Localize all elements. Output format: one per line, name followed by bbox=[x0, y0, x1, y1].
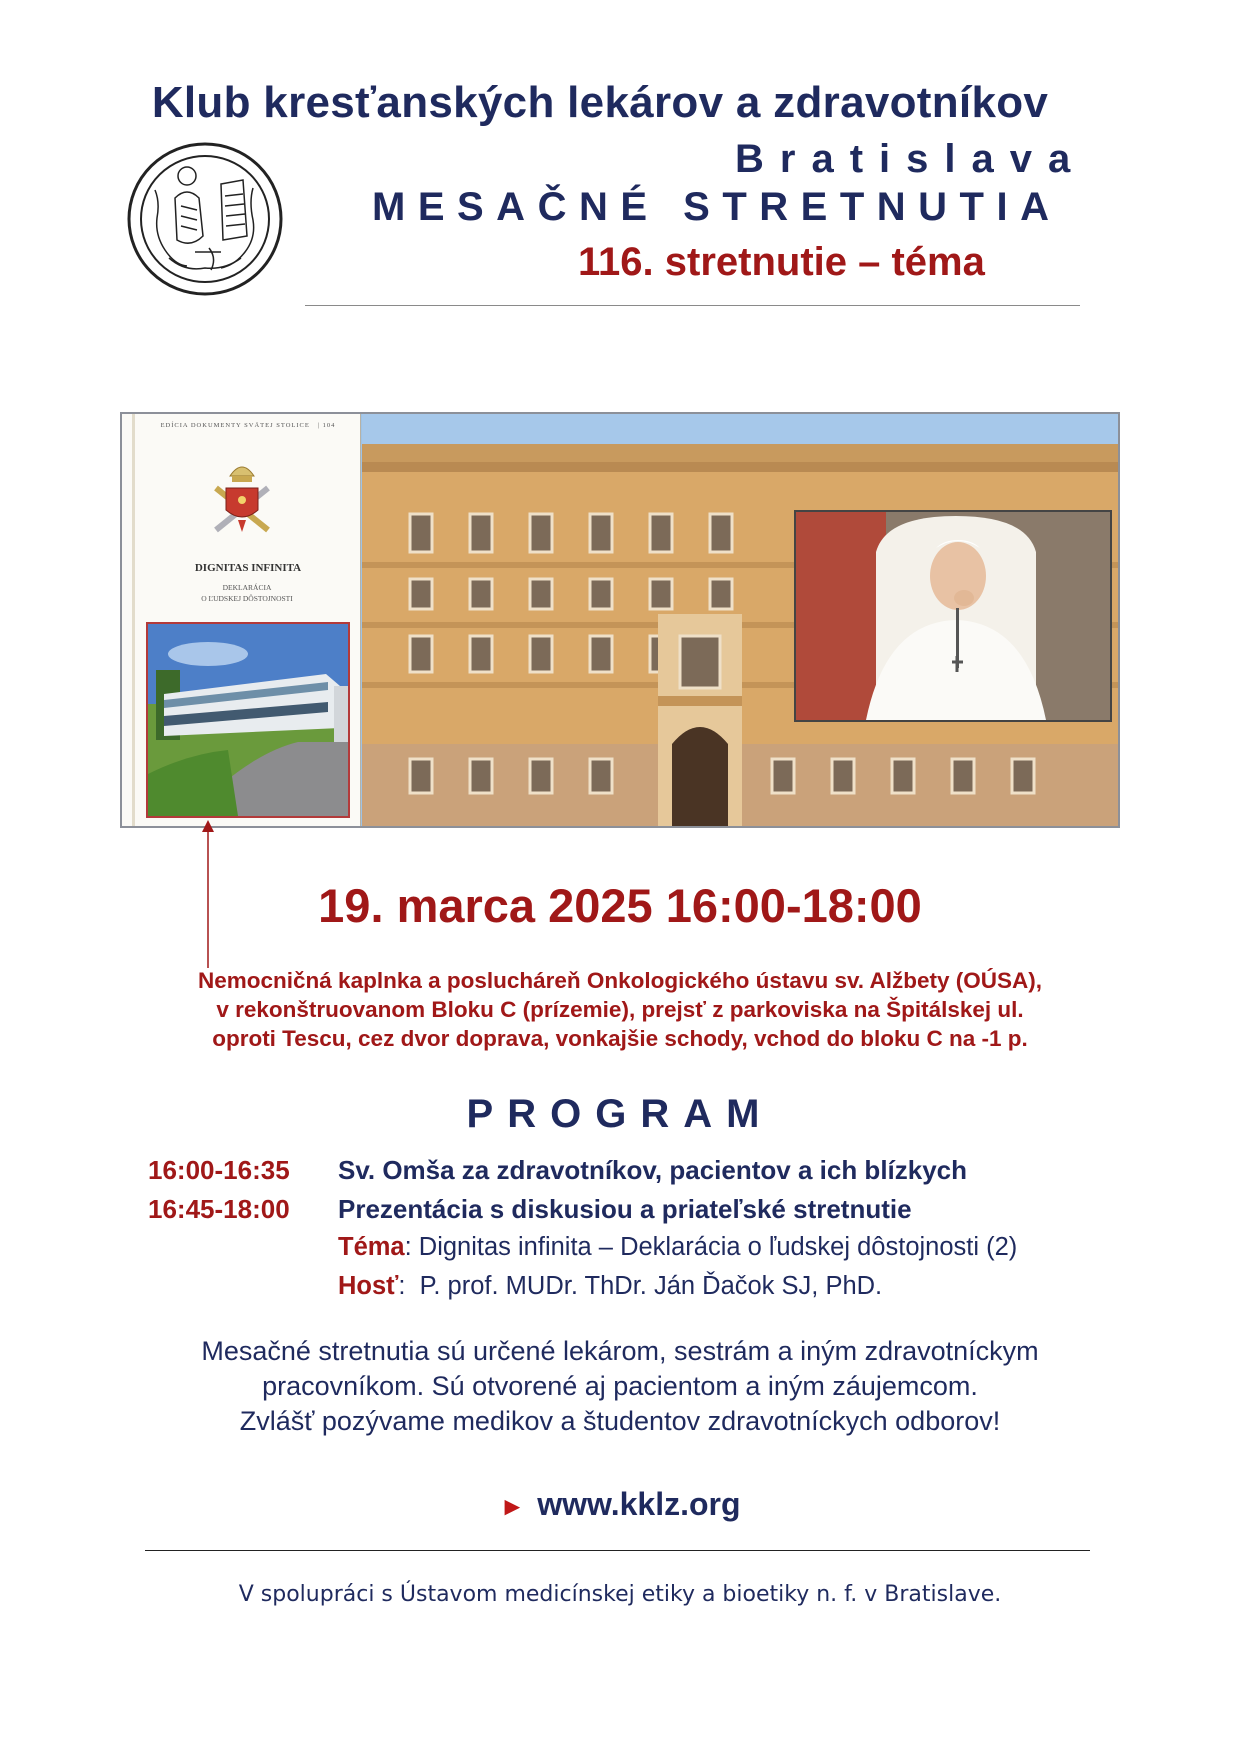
location-line-3: oproti Tescu, cez dvor doprava, vonkajšie schody, vchod do bloku C na -1 p. bbox=[212, 1026, 1028, 1051]
cover-edition-text: EDÍCIA DOKUMENTY SVÄTEJ STOLICE bbox=[160, 422, 310, 429]
website bbox=[100, 1486, 1140, 1523]
club-title: Klub kresťanských lekárov a zdravotníkov bbox=[151, 78, 1049, 127]
program-item-text: Prezentácia s diskusiou a priateľské stretnutie bbox=[338, 1194, 912, 1224]
program-guest: Hosť: P. prof. MUDr. ThDr. Ján Ďačok SJ, PhD. bbox=[338, 1272, 883, 1300]
event-date: 19. marca 2025 16:00-18:00 bbox=[318, 879, 922, 932]
club-seal-logo bbox=[125, 140, 285, 298]
program-item bbox=[148, 1155, 967, 1186]
arrow-right-icon: ► bbox=[499, 1491, 526, 1521]
program-topic: Téma: Dignitas infinita – Deklarácia o ľudskej dôstojnosti (2) bbox=[338, 1233, 1018, 1261]
event-location bbox=[100, 966, 1140, 1053]
meeting-number: 116. stretnutie – téma bbox=[578, 240, 985, 284]
invitation-line-1: Mesačné stretnutia sú určené lekárom, sestrám a iným zdravotníckym bbox=[201, 1336, 1039, 1366]
document-cover bbox=[122, 414, 361, 828]
header-divider bbox=[305, 305, 1080, 306]
invitation-line-3: Zvlášť pozývame medikov a študentov zdravotníckych odborov! bbox=[239, 1406, 1001, 1436]
cover-edition: EDÍCIA DOKUMENTY SVÄTEJ STOLICE | 104 bbox=[160, 422, 336, 429]
program-item bbox=[148, 1194, 912, 1225]
cover-title: DIGNITAS INFINITA bbox=[194, 562, 302, 574]
topic-text: Dignitas infinita – Deklarácia o ľudskej dôstojnosti (2) bbox=[418, 1233, 1018, 1261]
program-item-time: 16:45-18:00 bbox=[148, 1194, 290, 1224]
city-name: Bratislava bbox=[735, 137, 1087, 181]
program-item-text: Sv. Omša za zdravotníkov, pacientov a ich blízkych bbox=[338, 1155, 968, 1185]
series-title: MESAČNÉ STRETNUTIA bbox=[372, 185, 1062, 229]
pope-photo bbox=[794, 510, 1112, 722]
invitation-text bbox=[100, 1334, 1140, 1439]
cover-subtitle-line-1: DEKLARÁCIA bbox=[222, 583, 272, 592]
program-item-time: 16:00-16:35 bbox=[148, 1155, 290, 1185]
cover-subtitle bbox=[182, 582, 312, 604]
topic-label: Téma bbox=[338, 1233, 405, 1261]
hospital-photo bbox=[146, 622, 350, 818]
program-title: PROGRAM bbox=[466, 1092, 774, 1136]
website-link[interactable]: www.kklz.org bbox=[537, 1486, 741, 1522]
location-line-1: Nemocničná kaplnka a poslucháreň Onkologického ústavu sv. Alžbety (OÚSA), bbox=[198, 968, 1042, 993]
footer-note: V spolupráci s Ústavom medicínskej etiky a bioetiky n. f. v Bratislave. bbox=[238, 1582, 1002, 1607]
guest-label: Hosť bbox=[338, 1272, 399, 1300]
event-collage bbox=[120, 412, 1120, 828]
papal-coat-of-arms bbox=[202, 454, 282, 543]
location-line-2: v rekonštruovanom Bloku C (prízemie), prejsť z parkoviska na Špitálskej ul. bbox=[216, 997, 1024, 1022]
footer-divider bbox=[145, 1550, 1090, 1551]
cover-subtitle-line-2: O ĽUDSKEJ DÔSTOJNOSTI bbox=[201, 594, 293, 603]
invitation-line-2: pracovníkom. Sú otvorené aj pacientom a iným záujemcom. bbox=[262, 1371, 978, 1401]
cover-spine bbox=[132, 414, 135, 828]
guest-name: P. prof. MUDr. ThDr. Ján Ďačok SJ, PhD. bbox=[419, 1272, 883, 1300]
cover-number: 104 bbox=[322, 422, 336, 429]
